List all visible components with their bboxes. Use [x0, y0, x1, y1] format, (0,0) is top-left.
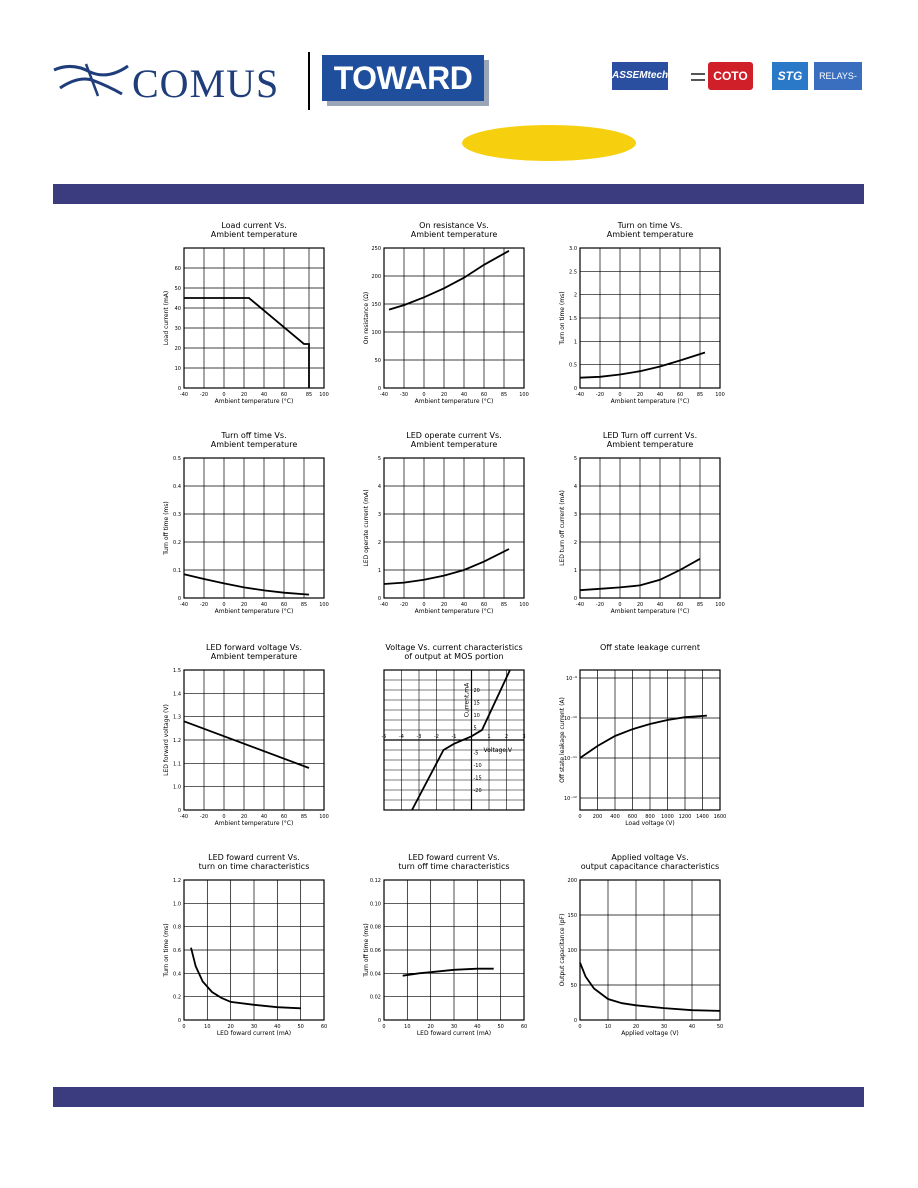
comus-logo [52, 58, 292, 106]
assemtech-logo: ASSEMtech [612, 62, 668, 90]
y-tick-label: 0 [177, 386, 181, 392]
y-tick-label: 1 [377, 568, 381, 574]
y-axis-label: LED forward voltage (V) [163, 704, 170, 776]
x-tick-label: 60 [280, 392, 288, 398]
y-tick-label: -10 [473, 763, 482, 769]
y-tick-label: 0.06 [369, 948, 381, 954]
plot-frame [580, 458, 720, 598]
x-tick-label: 20 [227, 1024, 234, 1030]
y-tick-label: -5 [473, 750, 479, 757]
x-tick-label: 40 [474, 1024, 481, 1030]
chart-title-line: Off state leakage current [599, 643, 701, 652]
chart-title-line: Ambient temperature [410, 230, 498, 239]
x-tick-label: 20 [427, 1024, 434, 1030]
x-axis-label: Ambient temperature (°C) [214, 398, 294, 405]
chart-5 [360, 428, 556, 628]
chart-title-line: On resistance Vs. [419, 221, 489, 230]
x-tick-label: -20 [199, 814, 209, 820]
y-tick-label: 0.04 [369, 971, 381, 978]
x-tick-label: 50 [497, 1024, 504, 1030]
x-tick-label: 100 [319, 814, 329, 820]
x-tick-label: 40 [260, 602, 268, 608]
y-tick-label: 10 [174, 366, 181, 372]
y-tick-label: 1.5 [173, 668, 181, 674]
y-tick-label: 1.3 [173, 714, 181, 721]
y-tick-label: 1.0 [173, 901, 181, 908]
plot-frame [384, 248, 524, 388]
y-tick-label: 150 [567, 913, 577, 919]
x-tick-label: 40 [656, 602, 664, 608]
y-tick-label: 4 [377, 484, 381, 490]
x-tick-label: 10 [204, 1024, 211, 1030]
bottom-band [53, 1087, 864, 1107]
x-axis-label: Ambient temperature (°C) [214, 608, 294, 615]
chart-title-line: Load current Vs. [221, 221, 287, 230]
series-line [580, 353, 705, 378]
x-tick-label: -40 [379, 602, 389, 608]
y-tick-label: 0.4 [173, 971, 181, 978]
x-tick-label: 60 [280, 602, 288, 608]
x-axis-label: LED foward current (mA) [416, 1030, 492, 1037]
series-line [389, 251, 509, 310]
x-axis-label: Ambient temperature (°C) [414, 608, 494, 615]
y-tick-label: 40 [174, 306, 181, 312]
y-axis-label: Turn off time (ms) [163, 501, 170, 555]
y-tick-label: 30 [174, 326, 181, 332]
x-tick-label: 40 [656, 392, 664, 398]
y-tick-label: 1.4 [173, 691, 181, 698]
y-tick-label: 2.5 [569, 269, 577, 276]
y-tick-label: 0.2 [173, 994, 181, 1001]
y-tick-label: 0 [573, 1018, 577, 1024]
x-tick-label: 0 [182, 1024, 186, 1030]
y-tick-label: 0 [177, 1018, 181, 1024]
y-tick-label: 0.02 [369, 994, 381, 1001]
y-axis-label: Turn on time (ms) [163, 923, 170, 977]
x-tick-label: -1 [451, 734, 457, 740]
x-tick-label: 1600 [713, 814, 727, 820]
x-tick-label: -40 [575, 392, 585, 398]
chart-svg [160, 640, 356, 840]
y-tick-label: 0 [377, 1018, 381, 1024]
chart-svg [360, 640, 556, 840]
y-tick-label: 20 [473, 688, 480, 694]
stg-logo: STG [772, 62, 808, 90]
plot-frame [384, 458, 524, 598]
x-tick-label: 100 [319, 602, 329, 608]
x-tick-label: -40 [575, 602, 585, 608]
x-tick-label: -40 [379, 392, 389, 398]
y-tick-label: 3 [377, 512, 381, 518]
x-tick-label: 800 [645, 814, 655, 820]
chart-svg [360, 218, 556, 418]
y-tick-label: 0 [377, 386, 381, 392]
chart-title-line: Applied voltage Vs. [611, 853, 689, 862]
y-tick-label: 0 [573, 386, 577, 392]
comus-swoosh-icon [52, 58, 130, 102]
chart-title-line: LED forward voltage Vs. [205, 643, 303, 652]
series-line [384, 549, 509, 584]
x-tick-label: 100 [715, 602, 725, 608]
x-tick-label: 0 [422, 392, 426, 398]
y-tick-label: 0.4 [173, 484, 181, 490]
y-tick-label: 50 [570, 983, 577, 989]
y-tick-label: 0.5 [569, 362, 577, 369]
x-axis-label: Applied voltage (V) [621, 1030, 679, 1037]
x-tick-label: 60 [520, 1024, 528, 1030]
x-tick-label: 20 [240, 392, 248, 398]
x-tick-label: 30 [250, 1024, 258, 1030]
x-tick-label: 200 [592, 814, 603, 820]
chart-4 [160, 428, 356, 628]
y-axis-label: Output capacitance (pF) [559, 913, 566, 987]
y-tick-label: 5 [573, 456, 577, 462]
y-tick-label: 0.3 [173, 512, 181, 518]
x-tick-label: 40 [260, 814, 268, 820]
y-tick-label: 50 [174, 286, 181, 292]
y-tick-label: 10⁻⁹ [565, 676, 577, 682]
x-tick-label: 0 [422, 602, 426, 608]
chart-3 [556, 218, 752, 418]
x-tick-label: 20 [636, 392, 644, 398]
x-tick-label: 0 [618, 392, 622, 398]
series-line [580, 963, 720, 1011]
y-tick-label: 10⁻¹⁰ [563, 716, 577, 722]
x-tick-label: 100 [319, 392, 329, 398]
x-tick-label: -20 [399, 602, 409, 608]
x-axis-label: Ambient temperature (°C) [214, 820, 294, 827]
x-axis-label: LED foward current (mA) [216, 1030, 292, 1037]
x-tick-label: -20 [595, 602, 605, 608]
x-tick-label: 2 [504, 734, 509, 740]
x-tick-label: -40 [179, 602, 189, 608]
x-tick-label: 40 [688, 1024, 696, 1030]
y-tick-label: 0.2 [173, 540, 181, 546]
x-tick-label: 0 [578, 1024, 582, 1030]
x-axis-label: Voltage,V [483, 747, 513, 754]
x-tick-label: 20 [632, 1024, 640, 1030]
chart-title-line: Ambient temperature [210, 652, 298, 661]
chart-2 [360, 218, 556, 418]
y-tick-label: 4 [573, 484, 577, 490]
y-tick-label: 0.6 [173, 948, 181, 954]
x-tick-label: 0 [618, 602, 622, 608]
chart-8 [360, 640, 556, 840]
x-tick-label: 0 [222, 392, 226, 398]
x-tick-label: 100 [519, 602, 529, 608]
y-tick-label: 1 [573, 568, 577, 574]
y-tick-label: 3 [573, 512, 577, 518]
y-tick-label: 10 [473, 713, 480, 719]
chart-title-line: LED Turn off current Vs. [602, 431, 698, 440]
y-tick-label: 0 [177, 596, 181, 602]
x-tick-label: 60 [280, 814, 288, 820]
chart-9 [556, 640, 752, 840]
x-tick-label: 85 [500, 392, 508, 398]
x-tick-label: 600 [627, 814, 638, 820]
chart-title-line: of output at MOS portion [404, 652, 504, 661]
y-axis-label: On resistance (Ω) [363, 291, 370, 345]
chart-7 [160, 640, 356, 840]
toward-logo: TOWARD [322, 55, 484, 101]
chart-svg [360, 850, 556, 1050]
x-tick-label: -2 [434, 734, 439, 740]
x-tick-label: 60 [676, 602, 684, 608]
chart-11 [360, 850, 556, 1050]
y-tick-label: 200 [371, 274, 381, 280]
x-tick-label: 40 [260, 392, 268, 398]
chart-svg [160, 218, 356, 418]
y-tick-label: 150 [371, 302, 381, 308]
chart-title-line: turn off time characteristics [398, 862, 510, 871]
x-tick-label: -20 [595, 392, 605, 398]
x-tick-label: 60 [676, 392, 684, 398]
series-line [403, 969, 494, 976]
chart-title-line: Ambient temperature [410, 440, 498, 449]
chart-6 [556, 428, 752, 628]
x-tick-label: 1000 [661, 814, 674, 820]
y-tick-label: 0.12 [369, 878, 381, 884]
chart-title-line: turn on time characteristics [198, 862, 310, 871]
chart-title-line: Ambient temperature [606, 230, 694, 239]
x-tick-label: 20 [440, 392, 448, 398]
x-tick-label: 10 [604, 1024, 612, 1030]
x-tick-label: 85 [500, 602, 508, 608]
y-tick-label: 1.2 [173, 738, 181, 744]
chart-svg [556, 428, 752, 628]
y-axis-label: Current,mA [463, 682, 471, 718]
x-axis-label: Ambient temperature (°C) [414, 398, 494, 405]
x-tick-label: 100 [715, 392, 725, 398]
y-tick-label: 10⁻¹¹ [563, 756, 577, 762]
chart-title-line: Voltage Vs. current characteristics [385, 643, 523, 652]
y-tick-label: 0.10 [369, 901, 381, 908]
chart-title-line: Ambient temperature [210, 440, 298, 449]
x-tick-label: 20 [240, 814, 248, 820]
x-tick-label: -20 [199, 392, 209, 398]
x-tick-label: -5 [381, 734, 387, 740]
chart-title-line: Ambient temperature [606, 440, 694, 449]
x-tick-label: 20 [440, 602, 448, 608]
x-tick-label: -30 [399, 392, 409, 398]
y-tick-label: 0.1 [173, 568, 181, 574]
y-tick-label: 1.1 [173, 761, 181, 768]
x-tick-label: -20 [199, 602, 209, 608]
y-tick-label: 250 [371, 246, 381, 252]
x-tick-label: 40 [460, 392, 468, 398]
x-tick-label: 60 [320, 1024, 328, 1030]
y-tick-label: 0.8 [173, 924, 181, 931]
series-line [184, 298, 309, 388]
x-tick-label: 30 [450, 1024, 458, 1030]
x-tick-label: 50 [297, 1024, 304, 1030]
yellow-pill [462, 125, 636, 161]
chart-title-line: Turn off time Vs. [221, 431, 287, 440]
y-tick-label: 1.2 [173, 878, 181, 884]
x-tick-label: 60 [480, 392, 488, 398]
x-tick-label: 85 [300, 602, 308, 608]
x-tick-label: -3 [416, 734, 422, 740]
chart-title-line: output capacitance characteristics [580, 862, 720, 871]
top-band [53, 184, 864, 204]
y-tick-label: 0.08 [369, 924, 381, 931]
x-tick-label: 30 [660, 1024, 668, 1030]
chart-title-line: Turn on time Vs. [617, 221, 683, 230]
chart-title-line: LED foward current Vs. [208, 853, 300, 862]
y-axis-label: Turn on time (ms) [559, 291, 566, 345]
chart-title-line: LED operate current Vs. [406, 431, 502, 440]
plot-frame [184, 458, 324, 598]
x-tick-label: 1400 [696, 814, 709, 820]
x-tick-label: 50 [716, 1024, 724, 1030]
y-axis-label: Turn off time (ms) [363, 923, 370, 977]
x-tick-label: 20 [240, 602, 248, 608]
x-tick-label: 10 [404, 1024, 411, 1030]
y-tick-label: 0 [377, 596, 381, 602]
coto-logo: COTO [682, 62, 762, 90]
y-tick-label: 2 [573, 292, 577, 299]
y-tick-label: 1.5 [569, 316, 577, 322]
series-line [184, 574, 309, 594]
y-tick-label: 100 [567, 948, 577, 954]
x-tick-label: -40 [179, 814, 189, 820]
y-axis-label: LED turn off current (mA) [559, 490, 566, 566]
relays-logo: RELAYS- [814, 62, 862, 90]
y-tick-label: 2 [377, 540, 381, 546]
y-tick-label: 1 [573, 339, 577, 346]
chart-12 [556, 850, 752, 1050]
y-tick-label: 5 [473, 725, 477, 732]
y-tick-label: 5 [377, 456, 381, 462]
x-tick-label: 1 [487, 734, 491, 740]
x-tick-label: -40 [179, 392, 189, 398]
x-axis-label: Ambient temperature (°C) [610, 608, 690, 615]
x-tick-label: 1200 [678, 814, 692, 820]
y-axis-label: Off state leakage current (A) [559, 697, 566, 783]
plot-frame [184, 248, 324, 388]
chart-title-line: Ambient temperature [210, 230, 298, 239]
chart-svg [556, 640, 752, 840]
y-tick-label: 3.0 [569, 246, 577, 252]
x-tick-label: 0 [222, 602, 226, 608]
x-tick-label: 0 [578, 814, 582, 820]
chart-svg [360, 428, 556, 628]
x-tick-label: -4 [399, 734, 404, 740]
chart-svg [160, 850, 356, 1050]
chart-1 [160, 218, 356, 418]
chart-10 [160, 850, 356, 1050]
x-tick-label: 20 [636, 602, 644, 608]
x-tick-label: 85 [696, 602, 704, 608]
chart-svg [160, 428, 356, 628]
x-tick-label: 400 [610, 814, 620, 820]
series-line [580, 716, 707, 758]
y-tick-label: -15 [473, 775, 482, 782]
y-tick-label: 1.0 [173, 784, 181, 791]
y-tick-label: -20 [473, 788, 482, 794]
x-tick-label: 3 [522, 734, 526, 740]
chart-svg [556, 850, 752, 1050]
x-axis-label: Ambient temperature (°C) [610, 398, 690, 405]
comus-wordmark: COMUS [132, 61, 280, 106]
y-tick-label: 0 [177, 808, 181, 814]
x-axis-label: Load voltage (V) [625, 820, 675, 827]
x-tick-label: 60 [480, 602, 488, 608]
y-tick-label: 10⁻¹² [563, 796, 577, 802]
y-tick-label: 20 [174, 346, 181, 352]
y-tick-label: 2 [573, 540, 577, 546]
y-tick-label: 15 [473, 700, 480, 707]
chart-title-line: LED foward current Vs. [408, 853, 500, 862]
x-tick-label: 0 [222, 814, 226, 820]
y-tick-label: 0 [573, 596, 577, 602]
header-separator [308, 52, 310, 110]
x-tick-label: 40 [274, 1024, 281, 1030]
series-line [184, 721, 309, 768]
y-tick-label: 0.5 [173, 456, 181, 462]
y-axis-label: Load current (mA) [163, 290, 170, 346]
x-tick-label: 85 [696, 392, 704, 398]
x-tick-label: 100 [519, 392, 529, 398]
y-tick-label: 100 [371, 330, 381, 336]
x-tick-label: 85 [300, 814, 308, 820]
x-tick-label: 0 [382, 1024, 386, 1030]
y-tick-label: 50 [374, 358, 381, 364]
y-tick-label: 200 [567, 878, 577, 884]
x-tick-label: 85 [305, 392, 313, 398]
x-tick-label: 40 [460, 602, 468, 608]
y-tick-label: 60 [174, 266, 181, 272]
y-axis-label: LED operate current (mA) [363, 489, 370, 567]
chart-svg [556, 218, 752, 418]
